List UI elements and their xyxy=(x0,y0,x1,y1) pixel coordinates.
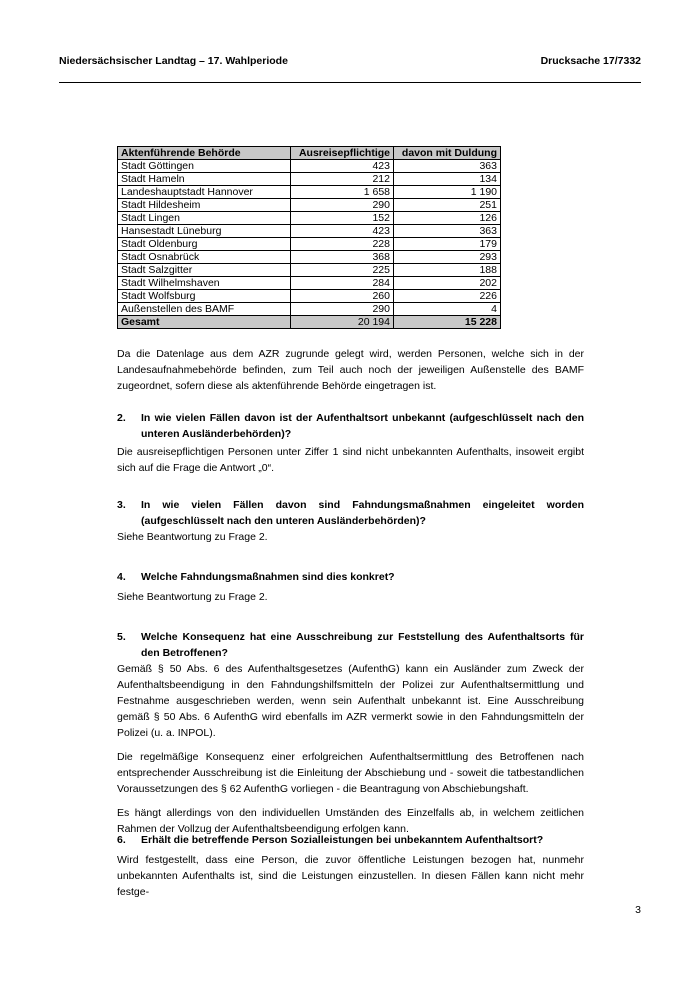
question-number: 2. xyxy=(117,412,126,424)
cell-authority: Stadt Lingen xyxy=(118,212,291,225)
question-text: Welche Konsequenz hat eine Ausschreibung zur Feststellung des Aufenthaltsorts für den Betroffenen? xyxy=(141,631,584,659)
cell-tolerated: 126 xyxy=(394,212,501,225)
col-header-obliged: Ausreisepflichtige xyxy=(291,147,394,160)
table-row xyxy=(118,160,501,173)
cell-authority: Stadt Göttingen xyxy=(118,160,291,173)
intro-section xyxy=(117,346,584,394)
question-text: Welche Fahndungsmaßnahmen sind dies konkret? xyxy=(141,571,395,583)
cell-tolerated: 4 xyxy=(394,303,501,316)
question-number: 4. xyxy=(117,571,126,583)
cell-obliged: 152 xyxy=(291,212,394,225)
cell-authority: Stadt Salzgitter xyxy=(118,264,291,277)
header-divider xyxy=(59,82,641,83)
header-parliament: Niedersächsischer Landtag – 17. Wahlperiode xyxy=(59,55,288,67)
question-3 xyxy=(117,497,584,529)
answer-2 xyxy=(117,444,584,476)
total-obliged: 20 194 xyxy=(291,316,394,329)
question-number: 3. xyxy=(117,499,126,511)
table-row xyxy=(118,251,501,264)
cell-authority: Stadt Hildesheim xyxy=(118,199,291,212)
col-header-authority: Aktenführende Behörde xyxy=(118,147,291,160)
table-row xyxy=(118,186,501,199)
table-total-row xyxy=(118,316,501,329)
question-number: 6. xyxy=(117,834,126,846)
cell-obliged: 212 xyxy=(291,173,394,186)
table-row xyxy=(118,199,501,212)
table-row xyxy=(118,173,501,186)
cell-obliged: 290 xyxy=(291,303,394,316)
cell-tolerated: 188 xyxy=(394,264,501,277)
cell-authority: Stadt Wilhelmshaven xyxy=(118,277,291,290)
total-label: Gesamt xyxy=(118,316,291,329)
intro-paragraph: Da die Datenlage aus dem AZR zugrunde gelegt wird, werden Personen, welche sich in der Landesaufnahmebehörde befinden, zum Teil auch noch der jeweiligen Außenstelle des BAMF zugeordnet, sofern diese als aktenführende Behörde eingetragen ist. xyxy=(117,348,584,392)
cell-authority: Stadt Osnabrück xyxy=(118,251,291,264)
question-4 xyxy=(117,569,584,585)
table-header-row xyxy=(118,147,501,160)
answer-5 xyxy=(117,661,584,837)
cell-authority: Stadt Oldenburg xyxy=(118,238,291,251)
question-5 xyxy=(117,629,584,661)
page-number: 3 xyxy=(635,904,641,916)
table-row xyxy=(118,290,501,303)
answer-text: Siehe Beantwortung zu Frage 2. xyxy=(117,591,268,603)
answer-text-1: Gemäß § 50 Abs. 6 des Aufenthaltsgesetzes (AufenthG) kann ein Ausländer zum Zweck der Aufenthaltsbeendigung in den Fahndungshilfsmitteln der Polizei zur Aufenthaltsermittlung und Festnahme ausgeschrieben werden, wenn sein Aufenthalt unbekannt ist. Eine Ausschreibung gemäß § 50 Abs. 6 AufenthG wird ebenfalls im AZR vermerkt sowie in den Fahndungsmitteln der Polizei (u. a. INPOL). xyxy=(117,663,584,739)
cell-tolerated: 134 xyxy=(394,173,501,186)
answer-text: Die ausreisepflichtigen Personen unter Ziffer 1 sind nicht unbekannten Aufenthalts, insoweit ergibt sich auf die Frage die Antwort „0“. xyxy=(117,446,584,474)
cell-obliged: 228 xyxy=(291,238,394,251)
cell-obliged: 1 658 xyxy=(291,186,394,199)
answer-text: Wird festgestellt, dass eine Person, die zuvor öffentliche Leistungen bezogen hat, nunmehr unbekannten Aufenthalts ist, sind die Leistungen einzustellen. In diesen Fällen kann nicht mehr festge- xyxy=(117,854,584,898)
cell-authority: Landeshauptstadt Hannover xyxy=(118,186,291,199)
question-text: In wie vielen Fällen davon ist der Aufenthaltsort unbekannt (aufgeschlüsselt nach den unteren Ausländerbehörden)? xyxy=(141,412,584,440)
table-row xyxy=(118,238,501,251)
answer-6 xyxy=(117,852,584,900)
cell-tolerated: 251 xyxy=(394,199,501,212)
question-number: 5. xyxy=(117,631,126,643)
cell-obliged: 423 xyxy=(291,225,394,238)
cell-obliged: 225 xyxy=(291,264,394,277)
table-row xyxy=(118,212,501,225)
cell-tolerated: 1 190 xyxy=(394,186,501,199)
cell-obliged: 423 xyxy=(291,160,394,173)
cell-authority: Hansestadt Lüneburg xyxy=(118,225,291,238)
header-printed-matter: Drucksache 17/7332 xyxy=(540,55,641,67)
table-row xyxy=(118,264,501,277)
cell-obliged: 260 xyxy=(291,290,394,303)
question-6 xyxy=(117,832,584,848)
total-tolerated: 15 228 xyxy=(394,316,501,329)
answer-4 xyxy=(117,589,584,605)
cell-tolerated: 293 xyxy=(394,251,501,264)
cell-tolerated: 179 xyxy=(394,238,501,251)
cell-obliged: 284 xyxy=(291,277,394,290)
cell-tolerated: 226 xyxy=(394,290,501,303)
cell-obliged: 368 xyxy=(291,251,394,264)
question-2 xyxy=(117,410,584,442)
cell-tolerated: 363 xyxy=(394,225,501,238)
answer-text-3: Es hängt allerdings von den individuellen Umständen des Einzelfalls ab, in welchem zeitlichen Rahmen der Vollzug der Aufenthaltsbeendigung erfolgen kann. xyxy=(117,807,584,835)
authority-table xyxy=(117,146,501,329)
cell-authority: Stadt Hameln xyxy=(118,173,291,186)
table-row xyxy=(118,303,501,316)
answer-3 xyxy=(117,529,584,545)
answer-text-2: Die regelmäßige Konsequenz einer erfolgreichen Aufenthaltsermittlung des Betroffenen nach entsprechender Ausschreibung ist die Einleitung der Abschiebung und - soweit die tatbestandlichen Voraussetzungen des § 62 AufenthG vorliegen - die Beantragung von Abschiebungshaft. xyxy=(117,751,584,795)
question-text: In wie vielen Fällen davon sind Fahndungsmaßnahmen eingeleitet worden (aufgeschlüsselt nach den unteren Ausländerbehörden)? xyxy=(141,499,584,527)
question-text: Erhält die betreffende Person Sozialleistungen bei unbekanntem Aufenthaltsort? xyxy=(141,834,544,846)
cell-authority: Stadt Wolfsburg xyxy=(118,290,291,303)
col-header-tolerated: davon mit Duldung xyxy=(394,147,501,160)
cell-tolerated: 363 xyxy=(394,160,501,173)
cell-tolerated: 202 xyxy=(394,277,501,290)
answer-text: Siehe Beantwortung zu Frage 2. xyxy=(117,531,268,543)
table-row xyxy=(118,225,501,238)
page-header xyxy=(59,55,641,71)
cell-authority: Außenstellen des BAMF xyxy=(118,303,291,316)
table-row xyxy=(118,277,501,290)
cell-obliged: 290 xyxy=(291,199,394,212)
